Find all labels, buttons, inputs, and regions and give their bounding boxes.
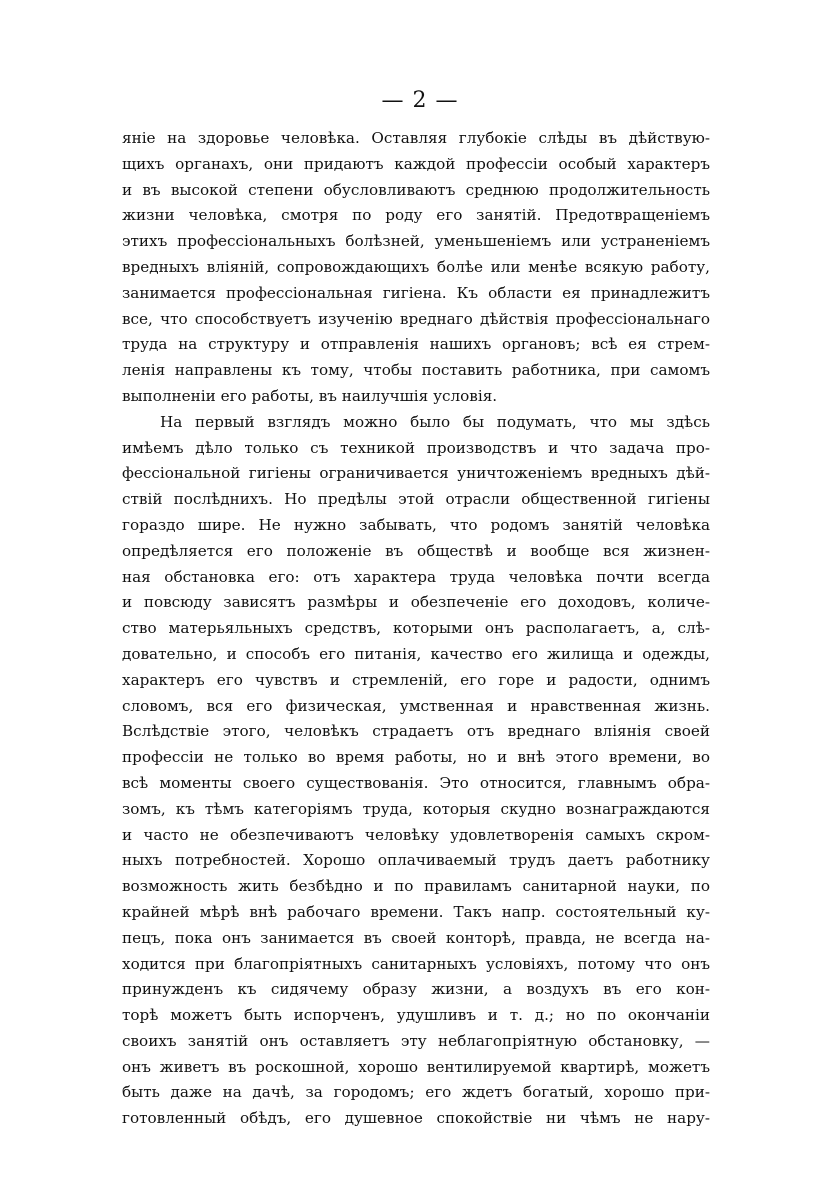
text-line: жизни человѣка, смотря по роду его занятiй. Предотвращенiемъ [122,206,710,225]
text-line: пецъ, пока онъ занимается въ своей конторѣ, правда, не всегда на- [122,928,710,947]
text-line: ствiй послѣднихъ. Но предѣлы этой отрасли общественной гигiены [122,490,710,509]
text-line: этихъ профессiональныхъ болѣзней, уменьшенiемъ или устраненiемъ [122,232,710,251]
text-line: щихъ органахъ, они придаютъ каждой профессiи особый характеръ [122,154,710,173]
text-line: зомъ, къ тѣмъ категорiямъ труда, которыя скудно вознаграждаются [122,799,710,818]
text-line: ство матерьяльныхъ средствъ, которыми онъ располагаетъ, а, слѣ- [122,619,710,638]
text-line: ленiя направлены къ тому, чтобы поставить работника, при самомъ [122,361,710,380]
text-line: выполненiи его работы, въ наилучшiя условiя. [122,386,498,405]
text-line: все, что способствуетъ изученiю вреднаго дѣйствiя профессiональнаго [122,309,710,328]
text-line: возможность жить безбѣдно и по правиламъ санитарной науки, по [122,877,710,896]
text-line: крайней мѣрѣ внѣ рабочаго времени. Такъ напр. состоятельный ку- [122,902,710,921]
paragraph-1 [122,126,710,410]
text-line: и въ высокой степени обусловливаютъ среднюю продолжительность [122,180,710,199]
text-line: имѣемъ дѣло только съ техникой производствъ и что задача про- [122,438,710,457]
text-line: всѣ моменты своего существованiя. Это относится, главнымъ обра- [122,773,710,792]
page-number: — 2 — [381,88,459,113]
text-line: довательно, и способъ его питанiя, качество его жилища и одежды, [122,644,710,663]
text-line: На первый взглядъ можно было бы подумать, что мы здѣсь [160,412,710,431]
text-line: ходится при благопрiятныхъ санитарныхъ условiяхъ, потому что онъ [122,954,710,973]
text-line: быть даже на дачѣ, за городомъ; его ждетъ богатый, хорошо при- [122,1083,710,1102]
text-line: готовленный обѣдъ, его душевное спокойствiе ни чѣмъ не нару- [122,1109,710,1128]
text-line: своихъ занятiй онъ оставляетъ эту неблагопрiятную обстановку, — [122,1031,710,1050]
text-line: занимается профессiональная гигiена. Къ области ея принадлежитъ [122,283,710,302]
text-line: профессiи не только во время работы, но и внѣ этого времени, во [122,748,710,767]
paragraph-2 [122,410,710,1132]
text-line: гораздо шире. Не нужно забывать, что родомъ занятiй человѣка [122,515,710,534]
text-line: словомъ, вся его физическая, умственная и нравственная жизнь. [122,696,710,715]
text-line: труда на структуру и отправленiя нашихъ органовъ; всѣ ея стрем- [122,335,710,354]
text-line: и повсюду зависятъ размѣры и обезпеченiе его доходовъ, количе- [122,593,710,612]
body-text [122,126,710,1132]
text-line: онъ живетъ въ роскошной, хорошо вентилируемой квартирѣ, можетъ [122,1057,710,1076]
text-line: ныхъ потребностей. Хорошо оплачиваемый трудъ даетъ работнику [122,851,710,870]
text-line: ная обстановка его: отъ характера труда человѣка почти всегда [122,567,710,586]
text-line: характеръ его чувствъ и стремленiй, его горе и радости, однимъ [122,670,710,689]
text-line: и часто не обезпечиваютъ человѣку удовлетворенiя самыхъ скром- [122,825,710,844]
text-line: Вслѣдствiе этого, человѣкъ страдаетъ отъ вреднаго влiянiя своей [122,722,710,741]
text-line: фессiональной гигiены ограничивается уничтоженiемъ вредныхъ дѣй- [122,464,710,483]
text-line: янiе на здоровье человѣка. Оставляя глубокiе слѣды въ дѣйствую- [122,129,710,147]
text-line: вредныхъ влiянiй, сопровождающихъ болѣе или менѣе всякую работу, [122,257,710,276]
text-line: опредѣляется его положенiе въ обществѣ и вообще вся жизнен- [122,541,710,560]
text-line: принужденъ къ сидячему образу жизни, а воздухъ въ его кон- [122,980,710,999]
text-line: торѣ можетъ быть испорченъ, удушливъ и т. д.; но по окончанiи [122,1006,710,1025]
